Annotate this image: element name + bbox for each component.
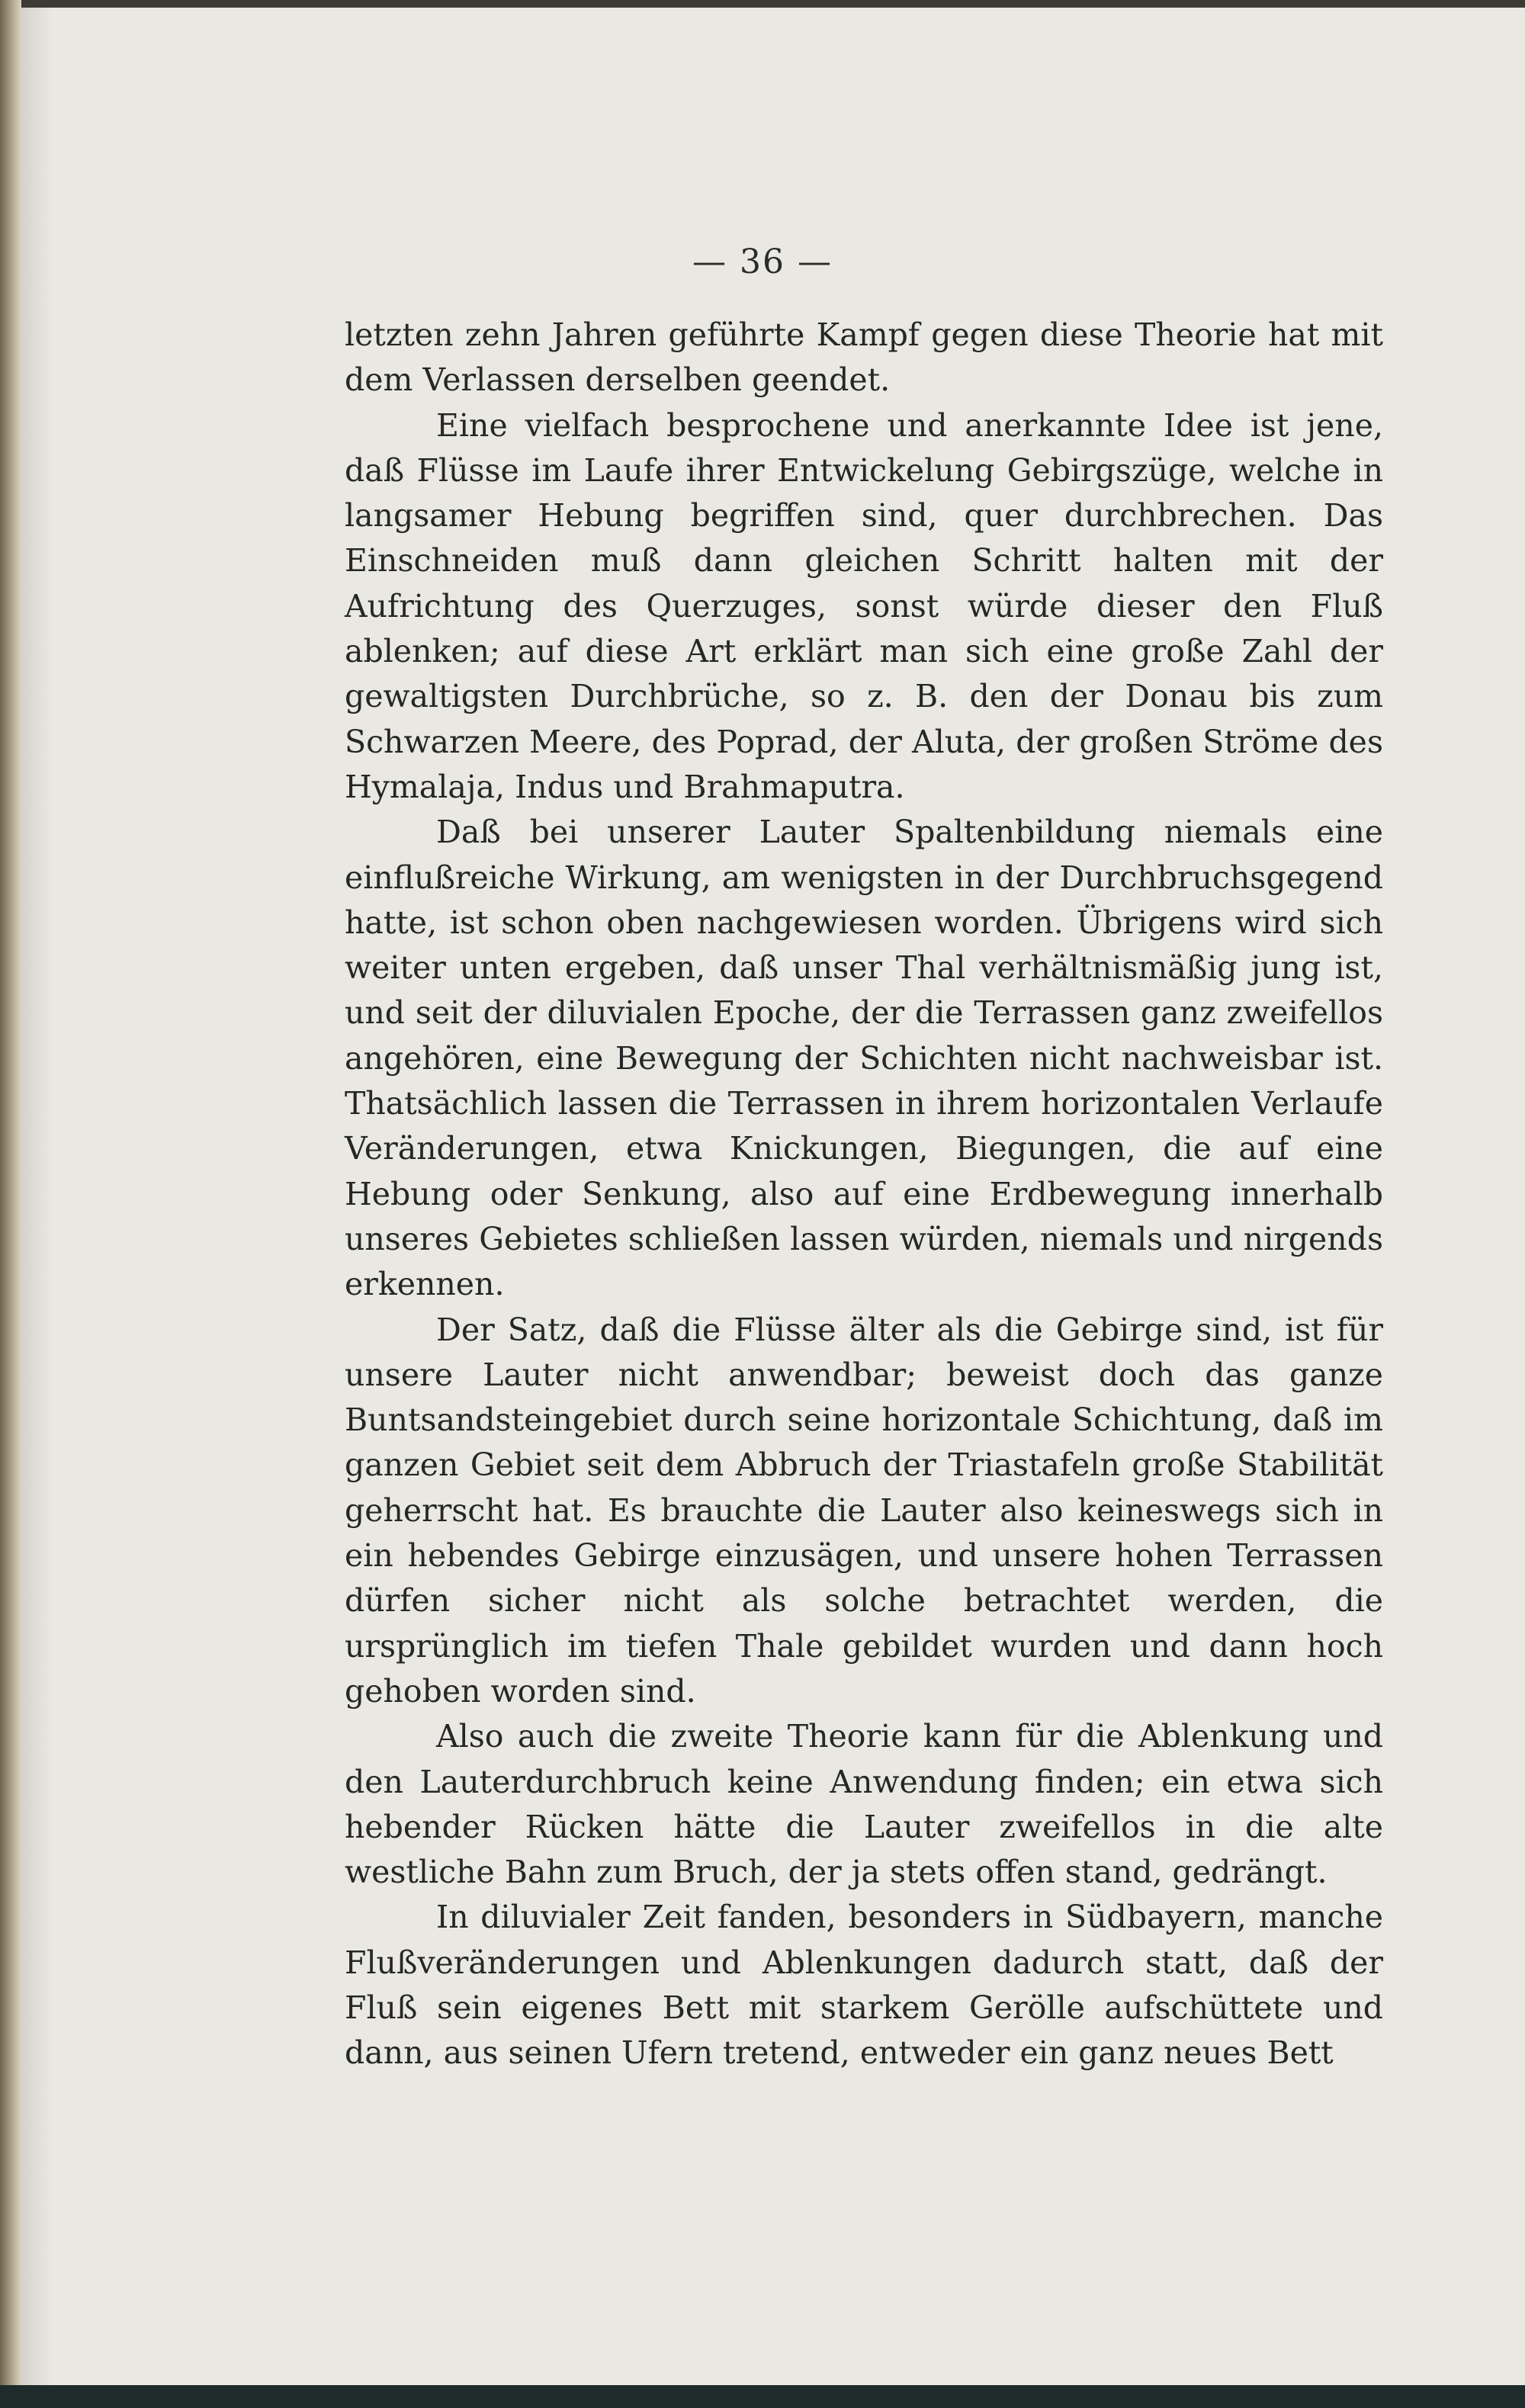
paragraph-1: letzten zehn Jahren geführte Kampf gegen diese Theorie hat mit dem Verlassen derselben geendet. bbox=[345, 316, 1383, 399]
paragraph-3: Daß bei unserer Lauter Spaltenbildung niemals eine einflußreiche Wirkung, am wenigsten in der Durchbruchsgegend hatte, ist schon oben nachgewiesen worden. Übrigens wird sich weiter unten ergeben, daß unser Thal verhältnismäßig jung ist, und seit der diluvialen Epoche, der die Terrassen ganz zweifellos angehören, eine Bewegung der Schichten nicht nachweisbar ist. Thatsächlich lassen die Terrassen in ihrem horizontalen Verlaufe Veränderungen, etwa Knickungen, Biegungen, die auf eine Hebung oder Senkung, also auf eine Erdbewegung innerhalb unseres Gebietes schließen lassen würden, niemals und nirgends erkennen. bbox=[345, 814, 1383, 1303]
body-text bbox=[345, 313, 1383, 2076]
scan-top-edge bbox=[0, 0, 1525, 8]
page-number: — 36 — bbox=[692, 242, 833, 281]
scan-bottom-edge bbox=[0, 2385, 1525, 2408]
paragraph-6: In diluvialer Zeit fanden, besonders in Südbayern, manche Flußveränderungen und Ablenkungen dadurch statt, daß der Fluß sein eigenes Bett mit starkem Gerölle aufschüttete und dann, aus seinen Ufern tretend, entweder ein ganz neues Bett bbox=[345, 1899, 1383, 2072]
book-spine-edge bbox=[0, 0, 21, 2408]
paragraph-2: Eine vielfach besprochene und anerkannte Idee ist jene, daß Flüsse im Laufe ihrer Entwickelung Gebirgszüge, welche in langsamer Hebung begriffen sind, quer durchbrechen. Das Einschneiden muß dann gleichen Schritt halten mit der Aufrichtung des Querzuges, sonst würde dieser den Fluß ablenken; auf diese Art erklärt man sich eine große Zahl der gewaltigsten Durchbrüche, so z. B. den der Donau bis zum Schwarzen Meere, des Poprad, der Aluta, der großen Ströme des Hymalaja, Indus und Brahmaputra. bbox=[345, 406, 1383, 805]
paragraph-4: Der Satz, daß die Flüsse älter als die Gebirge sind, ist für unsere Lauter nicht anwendbar; beweist doch das ganze Buntsandsteingebiet durch seine horizontale Schichtung, daß im ganzen Gebiet seit dem Abbruch der Triastafeln große Stabilität geherrscht hat. Es brauchte die Lauter also keineswegs sich in ein hebendes Gebirge einzusägen, und unsere hohen Terrassen dürfen sicher nicht als solche betrachtet werden, die ursprünglich im tiefen Thale gebildet wurden und dann hoch gehoben worden sind. bbox=[345, 1311, 1383, 1710]
paragraph-5: Also auch die zweite Theorie kann für die Ablenkung und den Lauterdurchbruch keine Anwendung finden; ein etwa sich hebender Rücken hätte die Lauter zweifellos in die alte westliche Bahn zum Bruch, der ja stets offen stand, gedrängt. bbox=[345, 1718, 1383, 1891]
